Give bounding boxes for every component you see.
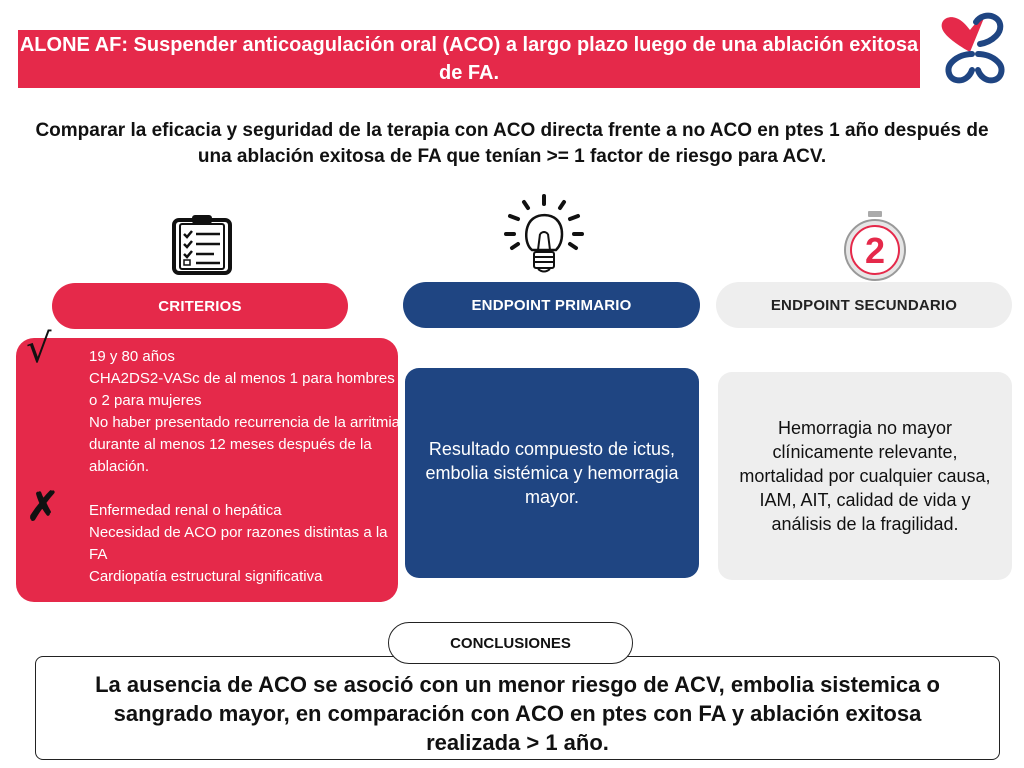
inclusion-item: CHA2DS2-VASc de al menos 1 para hombres o 2 para mujeres [89,370,395,409]
heart-logo-icon [936,12,1012,86]
cross-icon: ✗ [26,483,60,530]
criteria-card [16,326,400,602]
page-title: ALONE AF: Suspender anticoagulación oral (ACO) a largo plazo luego de una ablación exitosa de FA. [18,30,920,88]
stopwatch-number: 2 [864,230,886,271]
inclusion-item: No haber presentado recurrencia de la arritmia durante al menos 12 meses después de la ablación. [89,414,400,475]
inclusion-list [89,346,407,478]
stopwatch-icon [840,210,910,282]
exclusion-item: Cardiopatía estructural significativa [89,568,323,585]
inclusion-item: 19 y 80 años [89,348,175,365]
primary-endpoint-text: Resultado compuesto de ictus, embolia sistémica y hemorragia mayor. [425,439,679,507]
study-objective: Comparar la eficacia y seguridad de la terapia con ACO directa frente a no ACO en ptes 1 año después de una ablación exitosa de FA que tenían >= 1 factor de riesgo para ACV. [35,120,989,167]
primary-endpoint-label: ENDPOINT PRIMARIO [403,282,700,328]
conclusions-box [35,656,1000,760]
secondary-endpoint-label: ENDPOINT SECUNDARIO [716,282,1012,328]
clipboard-checklist-icon [170,214,234,276]
secondary-endpoint-card [718,372,1012,580]
exclusion-list [89,500,407,588]
secondary-endpoint-text: Hemorragia no mayor clínicamente relevante, mortalidad por cualquier causa, IAM, AIT, calidad de vida y análisis de la fragilidad. [739,418,991,534]
lightbulb-icon [502,194,586,276]
criteria-label: CRITERIOS [52,283,348,329]
check-icon: √ [26,326,52,372]
exclusion-item: Enfermedad renal o hepática [89,502,282,519]
primary-endpoint-card [405,368,699,578]
conclusions-text: La ausencia de ACO se asoció con un menor riesgo de ACV, embolia sistemica o sangrado mayor, en comparación con ACO en ptes con FA y ablación exitosa realizada > 1 año. [95,671,940,755]
conclusions-label: CONCLUSIONES [388,622,633,664]
exclusion-item: Necesidad de ACO por razones distintas a la FA [89,524,388,563]
